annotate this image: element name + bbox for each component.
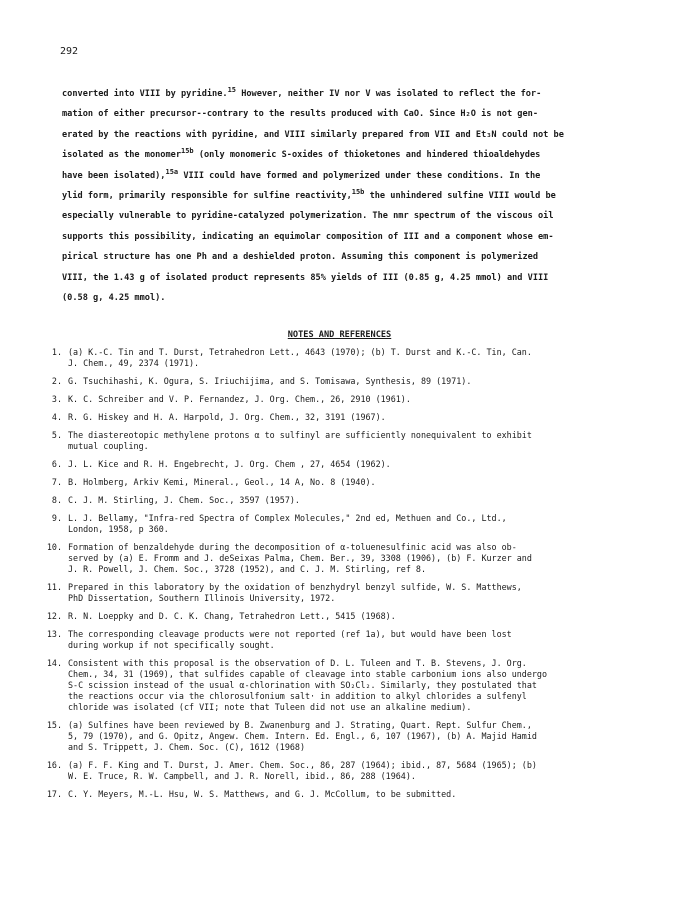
reference-text: J. L. Kice and R. H. Engebrecht, J. Org. Chem , 27, 4654 (1962). (68, 459, 391, 469)
reference-text: R. N. Loeppky and D. C. K. Chang, Tetrahedron Lett., 5415 (1968). (68, 611, 396, 621)
reference-number: 1. (51, 347, 62, 357)
reference-item (42, 720, 652, 753)
reference-number: 11. (46, 582, 62, 592)
reference-item (42, 376, 652, 387)
reference-text: Formation of benzaldehyde during the decomposition of α-toluenesulfinic acid was also ob- served by (a) E. Fromm and J. deSeixas Palma, Chem. Ber., 39, 3308 (1906), (b) F. Kurzer and J. R. Powell, J. Chem. Soc., 3728 (1952), and C. J. M. Stirling, ref 8. (68, 542, 532, 574)
reference-item (42, 542, 652, 575)
reference-item (42, 495, 652, 506)
body-line: VIII, the 1.43 g of isolated product represents 85% yields of III (0.85 g, 4.25 mmol) and VIII (62, 272, 549, 283)
reference-item (42, 459, 652, 470)
reference-number: 3. (51, 394, 62, 404)
references-list (42, 347, 652, 807)
body-line: especially vulnerable to pyridine-catalyzed polymerization. The nmr spectrum of the viscous oil (62, 211, 554, 222)
body-line: ylid form, primarily responsible for sulfine reactivity,$^{15b}$ the unhindered sulfine VIII would be (62, 188, 556, 202)
reference-item (42, 760, 652, 782)
body-paragraph (62, 84, 622, 308)
page-number: 292 (60, 46, 79, 57)
reference-number: 14. (46, 658, 62, 668)
reference-text: G. Tsuchihashi, K. Ogura, S. Iriuchijima, and S. Tomisawa, Synthesis, 89 (1971). (68, 376, 472, 386)
reference-item (42, 430, 652, 452)
reference-item (42, 789, 652, 800)
reference-item (42, 347, 652, 369)
body-line: converted into VIII by pyridine.$^{15}$ However, neither IV nor V was isolated to reflect the for- (62, 86, 542, 99)
reference-item (42, 658, 652, 713)
reference-number: 12. (46, 611, 62, 621)
body-line: pirical structure has one Ph and a deshielded proton. Assuming this component is polymerized (62, 252, 538, 263)
reference-number: 13. (46, 629, 62, 639)
reference-text: (a) Sulfines have been reviewed by B. Zwanenburg and J. Strating, Quart. Rept. Sulfur Chem., 5, 79 (1970), and G. Opitz, Angew. Chem. Intern. Ed. Engl., 6, 107 (1967), (b) A. Majid Hamid and S. Trippett, J. Chem. Soc. (C), 1612 (1968) (68, 720, 537, 752)
body-line: have been isolated),$^{15a}$ VIII could have formed and polymerized under these conditions. In the (62, 167, 541, 181)
section-heading: NOTES AND REFERENCES (287, 330, 392, 340)
body-line: supports this possibility, indicating an equimolar composition of III and a component whose em- (62, 231, 554, 242)
reference-text: B. Holmberg, Arkiv Kemi, Mineral., Geol., 14 A, No. 8 (1940). (68, 477, 376, 487)
reference-number: 7. (51, 477, 62, 487)
body-line: erated by the reactions with pyridine, and VIII similarly prepared from VII and Et₃N could not be (62, 129, 564, 140)
reference-text: The corresponding cleavage products were not reported (ref 1a), but would have been lost during workup if not specifically sought. (68, 629, 512, 650)
reference-text: L. J. Bellamy, "Infra-red Spectra of Complex Molecules," 2nd ed, Methuen and Co., Ltd., London, 1958, p 360. (68, 513, 507, 534)
reference-item (42, 513, 652, 535)
body-line: mation of either precursor--contrary to the results produced with CaO. Since H₂O is not gen- (62, 109, 538, 120)
reference-text: R. G. Hiskey and H. A. Harpold, J. Org. Chem., 32, 3191 (1967). (68, 412, 386, 422)
reference-number: 9. (51, 513, 62, 523)
reference-text: Prepared in this laboratory by the oxidation of benzhydryl benzyl sulfide, W. S. Matthews, PhD Dissertation, Southern Illinois University, 1972. (68, 582, 522, 603)
reference-number: 8. (51, 495, 62, 505)
body-line: (0.58 g, 4.25 mmol). (62, 293, 166, 304)
reference-number: 2. (51, 376, 62, 386)
reference-text: The diastereotopic methylene protons α to sulfinyl are sufficiently nonequivalent to exhibit mutual coupling. (68, 430, 532, 451)
reference-item (42, 629, 652, 651)
reference-item (42, 394, 652, 405)
reference-text: C. J. M. Stirling, J. Chem. Soc., 3597 (1957). (68, 495, 300, 505)
reference-number: 6. (51, 459, 62, 469)
reference-number: 16. (46, 760, 62, 770)
reference-item (42, 412, 652, 423)
body-line: isolated as the monomer$^{15b}$ (only monomeric S-oxides of thioketones and hindered thioaldehydes (62, 147, 541, 161)
reference-number: 5. (51, 430, 62, 440)
reference-number: 15. (46, 720, 62, 730)
reference-item (42, 582, 652, 604)
reference-number: 17. (46, 789, 62, 799)
reference-number: 10. (46, 542, 62, 552)
reference-text: (a) K.-C. Tin and T. Durst, Tetrahedron Lett., 4643 (1970); (b) T. Durst and K.-C. Tin, Can. J. Chem., 49, 2374 (1971). (68, 347, 532, 368)
reference-text: (a) F. F. King and T. Durst, J. Amer. Chem. Soc., 86, 287 (1964); ibid., 87, 5684 (1965); (b) W. E. Truce, R. W. Campbell, and J. R. Norell, ibid., 86, 288 (1964). (68, 760, 537, 781)
reference-item (42, 477, 652, 488)
reference-text: C. Y. Meyers, M.-L. Hsu, W. S. Matthews, and G. J. McCollum, to be submitted. (68, 789, 457, 799)
reference-number: 4. (51, 412, 62, 422)
reference-text: K. C. Schreiber and V. P. Fernandez, J. Org. Chem., 26, 2910 (1961). (68, 394, 411, 404)
reference-text: Consistent with this proposal is the observation of D. L. Tuleen and T. B. Stevens, J. Org. Chem., 34, 31 (1969), that sulfides capable of cleavage into stable carbonium ions also undergo S-C scission instead of the usual α-chlorination with SO₂Cl₂. Similarly, they postulated that the reactions occur via the chlorosulfonium salt· in addition to alkyl chlorides a sulfenyl chloride was isolated (cf VII; note that Tuleen did not use an alkaline medium). (68, 658, 548, 712)
reference-item (42, 611, 652, 622)
